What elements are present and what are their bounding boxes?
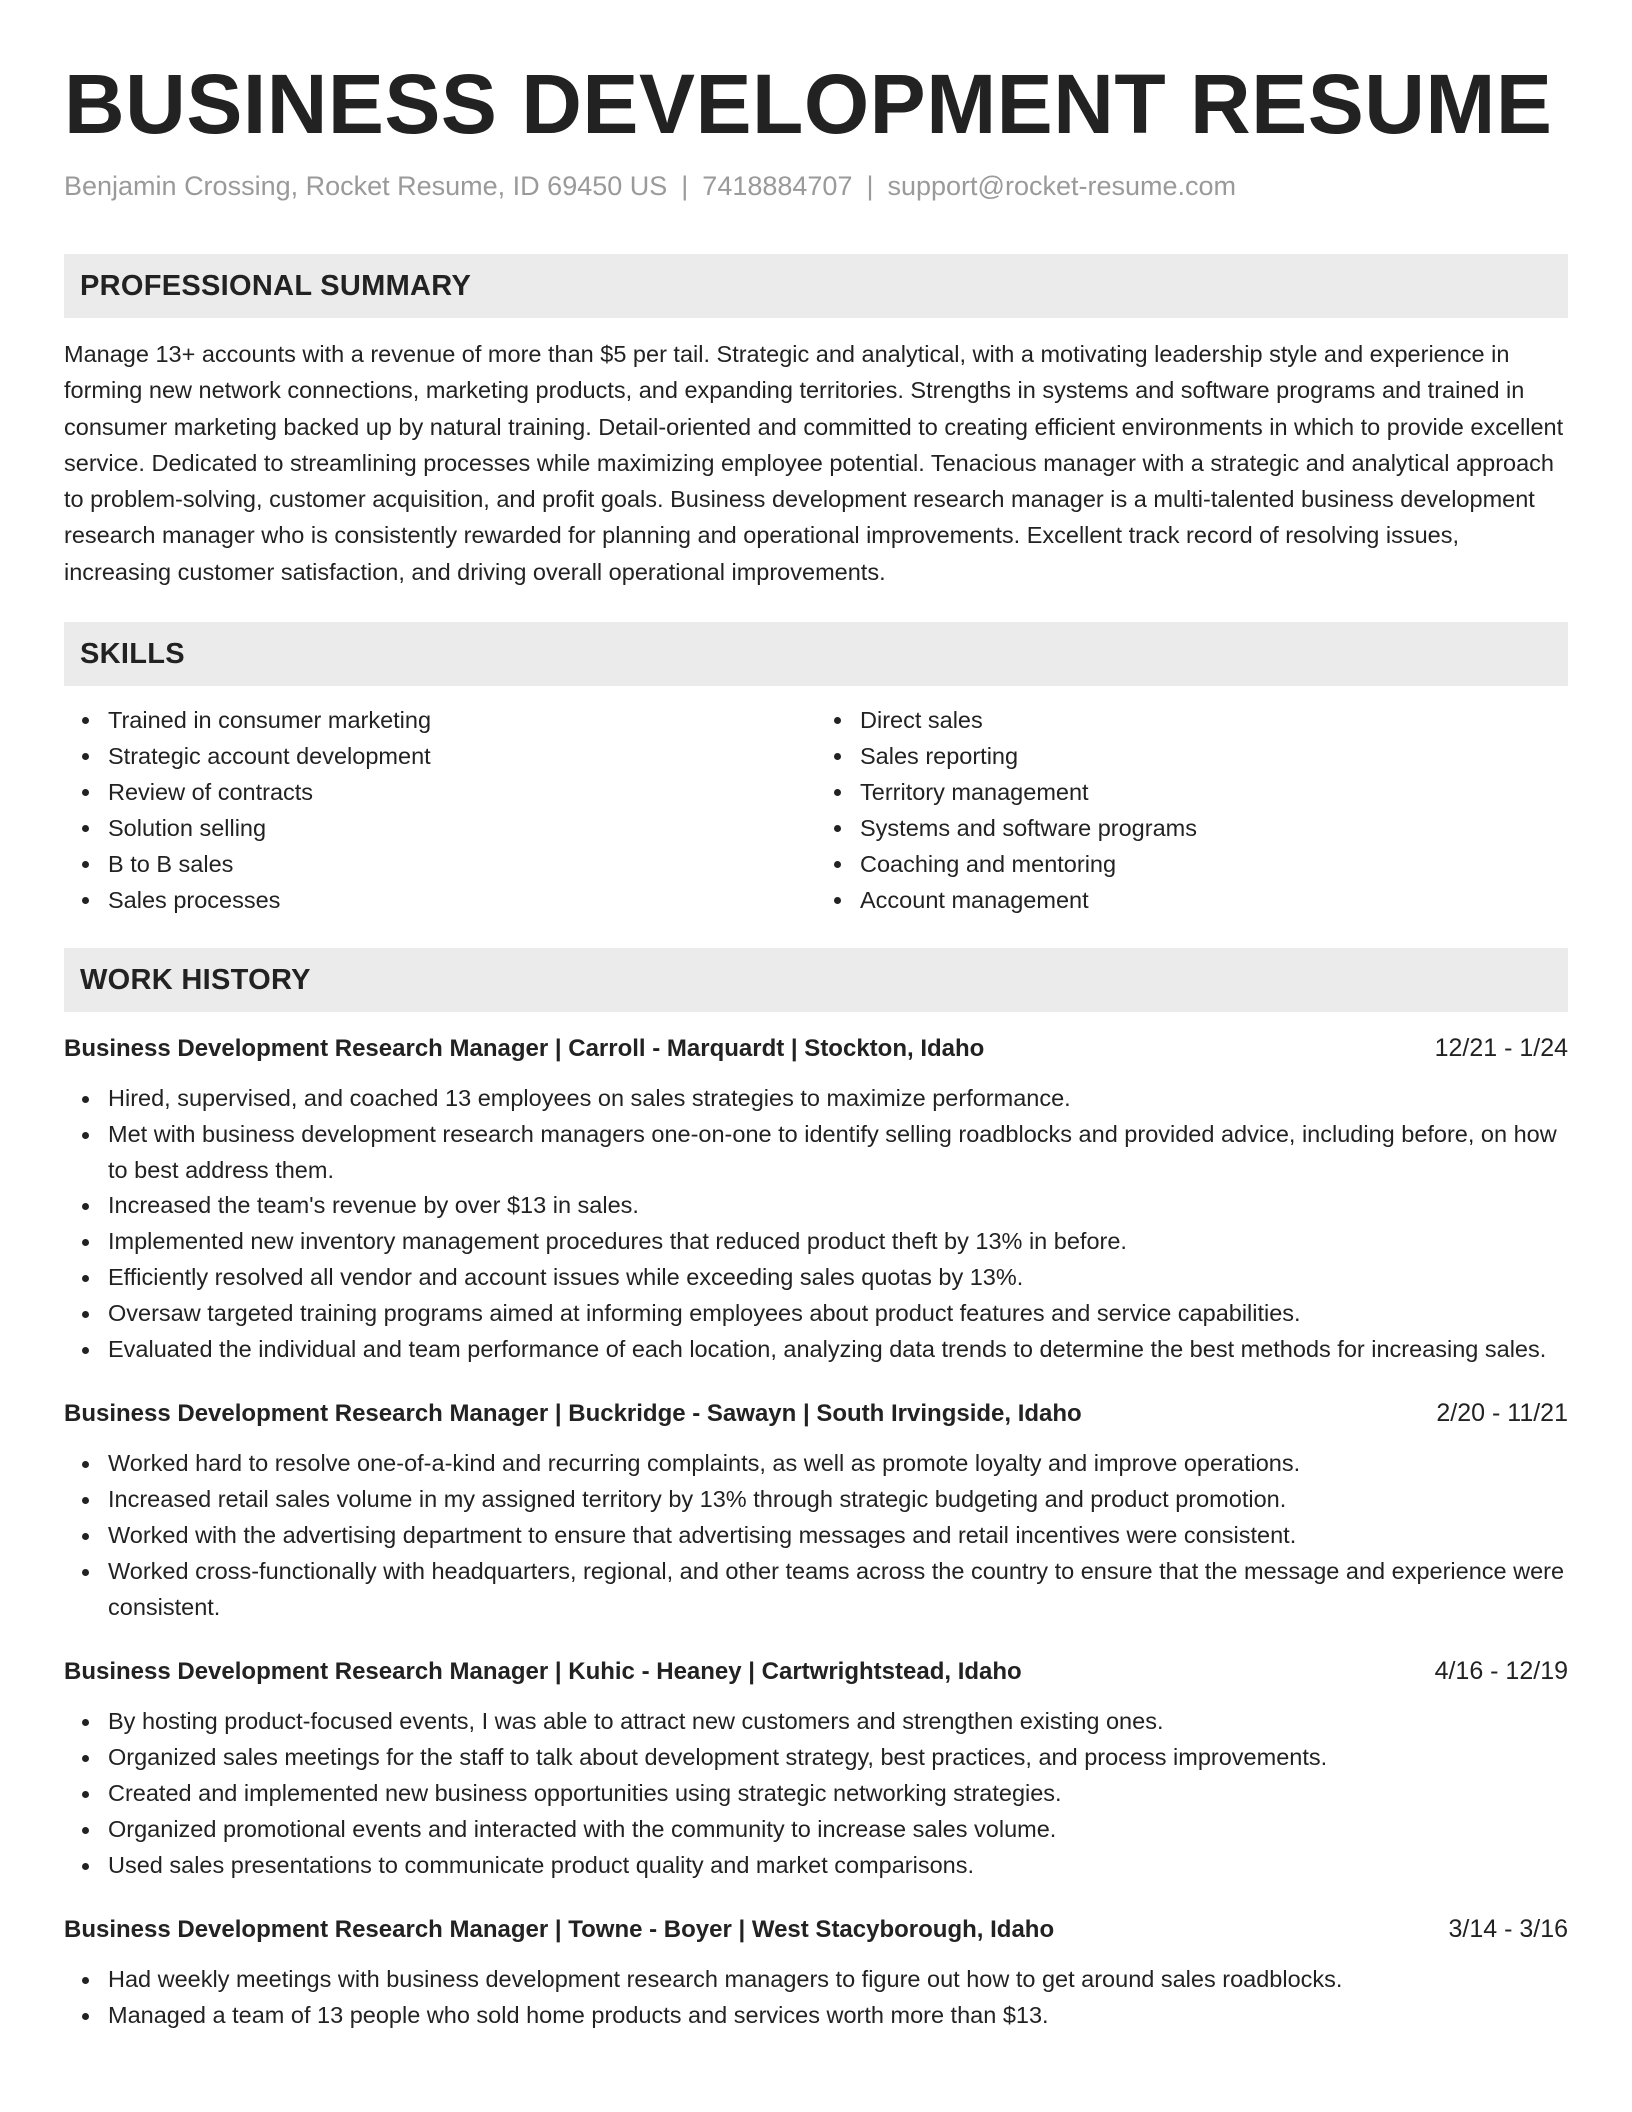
job-header	[64, 1032, 1568, 1065]
skills-list-left	[64, 702, 816, 918]
job-dates: 3/14 - 3/16	[1448, 1915, 1568, 1944]
skill-item: Coaching and mentoring	[860, 846, 1568, 882]
job-header	[64, 1655, 1568, 1688]
skills-columns	[64, 702, 1568, 918]
skill-item: Direct sales	[860, 702, 1568, 738]
job-bullet: Increased retail sales volume in my assigned territory by 13% through strategic budgeting and product promotion.	[108, 1482, 1568, 1518]
job-bullet: Organized promotional events and interacted with the community to increase sales volume.	[108, 1812, 1568, 1848]
job-header	[64, 1397, 1568, 1430]
job-bullet: Worked with the advertising department to ensure that advertising messages and retail incentives were consistent.	[108, 1518, 1568, 1554]
job-bullet: Worked hard to resolve one-of-a-kind and recurring complaints, as well as promote loyalty and improve operations.	[108, 1446, 1568, 1482]
job-bullet: Met with business development research managers one-on-one to identify selling roadblocks and provided advice, including before, on how to best address them.	[108, 1117, 1568, 1189]
job-title: Business Development Research Manager | Kuhic - Heaney | Cartwrightstead, Idaho	[64, 1658, 1022, 1686]
skill-item: Strategic account development	[108, 738, 816, 774]
skills-list-right	[816, 702, 1568, 918]
job-bullet: Evaluated the individual and team performance of each location, analyzing data trends to determine the best methods for increasing sales.	[108, 1332, 1568, 1368]
resume-title: BUSINESS DEVELOPMENT RESUME	[64, 57, 1553, 151]
job-title: Business Development Research Manager | Buckridge - Sawayn | South Irvingside, Idaho	[64, 1400, 1082, 1428]
job-bullet: Worked cross-functionally with headquarters, regional, and other teams across the country to ensure that the message and experience were consistent.	[108, 1554, 1568, 1626]
contact-phone: 7418884707	[702, 171, 853, 201]
job-header	[64, 1913, 1568, 1946]
contact-email: support@rocket-resume.com	[887, 171, 1237, 201]
job-bullet: Hired, supervised, and coached 13 employees on sales strategies to maximize performance.	[108, 1081, 1568, 1117]
skill-item: Sales processes	[108, 882, 816, 918]
summary-text: Manage 13+ accounts with a revenue of more than $5 per tail. Strategic and analytical, with a motivating leadership style and experience in forming new network connections, marketing products, and expanding territories. Strengths in systems and software programs and trained in consumer marketing backed up by natural training. Detail-oriented and committed to creating efficient environments in which to provide excellent service. Dedicated to streamlining processes while maximizing employee potential. Tenacious manager with a strategic and analytical approach to problem-solving, customer acquisition, and profit goals. Business development research manager is a multi-talented business development research manager who is consistently rewarded for planning and operational improvements. Excellent track record of resolving issues, increasing customer satisfaction, and driving overall operational improvements.	[64, 341, 1564, 585]
skill-item: Account management	[860, 882, 1568, 918]
skill-item: Systems and software programs	[860, 810, 1568, 846]
skill-item: Territory management	[860, 774, 1568, 810]
summary-heading: PROFESSIONAL SUMMARY	[64, 254, 1568, 318]
job-title: Business Development Research Manager | Towne - Boyer | West Stacyborough, Idaho	[64, 1916, 1055, 1944]
job-bullet: Efficiently resolved all vendor and account issues while exceeding sales quotas by 13%.	[108, 1260, 1568, 1296]
job-bullets	[64, 1081, 1568, 1367]
skill-item: B to B sales	[108, 846, 816, 882]
job-dates: 12/21 - 1/24	[1434, 1034, 1568, 1063]
job-entry	[64, 1397, 1568, 1625]
job-bullets	[64, 1446, 1568, 1625]
job-bullet: Increased the team's revenue by over $13 in sales.	[108, 1188, 1568, 1224]
work-history-heading: WORK HISTORY	[64, 948, 1568, 1012]
job-bullet: Managed a team of 13 people who sold home products and services worth more than $13.	[108, 1998, 1568, 2034]
job-dates: 4/16 - 12/19	[1434, 1657, 1568, 1686]
job-entry	[64, 1655, 1568, 1883]
job-bullets	[64, 1962, 1568, 2034]
contact-line	[64, 168, 1568, 204]
skills-heading: SKILLS	[64, 622, 1568, 686]
job-bullet: Oversaw targeted training programs aimed at informing employees about product features and service capabilities.	[108, 1296, 1568, 1332]
contact-address: Benjamin Crossing, Rocket Resume, ID 69450 US	[64, 171, 668, 201]
job-bullet: Used sales presentations to communicate product quality and market comparisons.	[108, 1848, 1568, 1884]
job-dates: 2/20 - 11/21	[1436, 1399, 1568, 1428]
job-bullet: Had weekly meetings with business development research managers to figure out how to get around sales roadblocks.	[108, 1962, 1568, 1998]
job-title: Business Development Research Manager | Carroll - Marquardt | Stockton, Idaho	[64, 1035, 985, 1063]
skill-item: Solution selling	[108, 810, 816, 846]
skill-item: Sales reporting	[860, 738, 1568, 774]
job-bullet: Implemented new inventory management procedures that reduced product theft by 13% in before.	[108, 1224, 1568, 1260]
job-bullet: By hosting product-focused events, I was able to attract new customers and strengthen existing ones.	[108, 1704, 1568, 1740]
job-entry	[64, 1032, 1568, 1367]
skill-item: Trained in consumer marketing	[108, 702, 816, 738]
job-bullets	[64, 1704, 1568, 1883]
contact-separator: |	[681, 171, 689, 201]
job-bullet: Organized sales meetings for the staff to talk about development strategy, best practices, and process improvements.	[108, 1740, 1568, 1776]
skill-item: Review of contracts	[108, 774, 816, 810]
contact-separator: |	[866, 171, 874, 201]
job-bullet: Created and implemented new business opportunities using strategic networking strategies.	[108, 1776, 1568, 1812]
job-entry	[64, 1913, 1568, 2034]
